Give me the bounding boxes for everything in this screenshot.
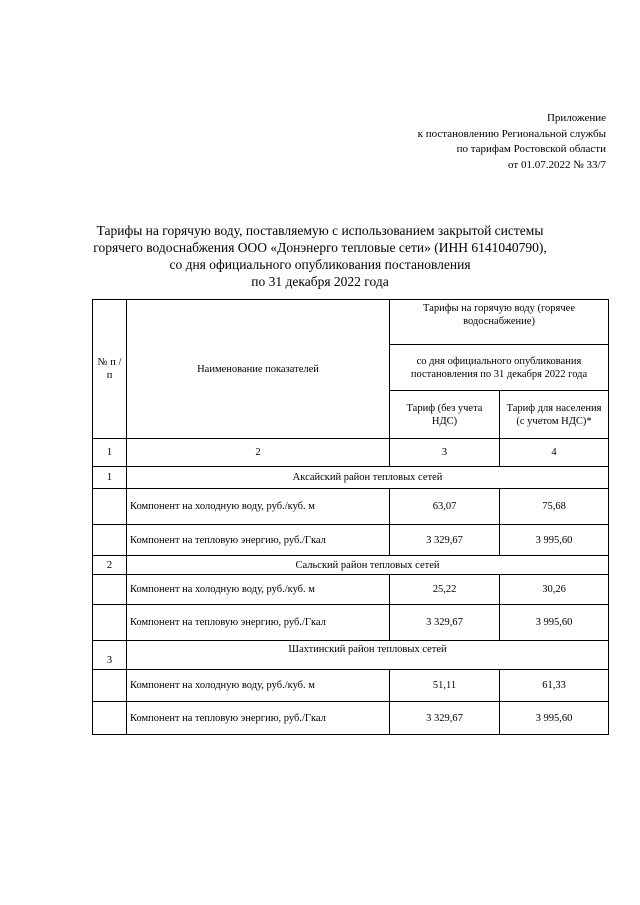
row-tariff-no-vat: 3 329,67 [390,525,500,556]
header-tariffs: Тарифы на горячую воду (горячее водоснабжение) [390,300,609,345]
row-name: Компонент на холодную воду, руб./куб. м [127,489,390,525]
section-num: 3 [93,641,127,670]
row-name: Компонент на тепловую энергию, руб./Гкал [127,525,390,556]
row-tariff-population: 3 995,60 [500,525,609,556]
row-name: Компонент на тепловую энергию, руб./Гкал [127,702,390,735]
table-row [93,702,609,735]
row-name: Компонент на холодную воду, руб./куб. м [127,575,390,605]
section-title: Сальский район тепловых сетей [127,556,609,575]
header-tariff-population: Тариф для населения (с учетом НДС)* [500,391,609,439]
table-header-row [93,300,609,345]
table-row [93,670,609,702]
title-line: горячего водоснабжения ООО «Донэнерго тепловые сети» (ИНН 6141040790), [93,240,547,255]
col-number: 1 [93,439,127,467]
appendix-line: Приложение [546,112,606,124]
header-name: Наименование показателей [127,300,390,439]
row-tariff-no-vat: 25,22 [390,575,500,605]
col-number: 2 [127,439,390,467]
appendix-line: от 01.07.2022 № 33/7 [508,158,606,171]
section-row [93,467,609,489]
empty-cell [93,525,127,556]
row-tariff-no-vat: 3 329,67 [390,605,500,641]
table-row [93,489,609,525]
row-name: Компонент на тепловую энергию, руб./Гкал [127,605,390,641]
row-tariff-no-vat: 3 329,67 [390,702,500,735]
empty-cell [93,702,127,735]
section-row [93,556,609,575]
row-tariff-population: 61,33 [500,670,609,702]
appendix-block [418,111,606,173]
col-number: 3 [390,439,500,467]
row-tariff-population: 75,68 [500,489,609,525]
section-title: Шахтинский район тепловых сетей [127,641,609,670]
title-line: со дня официального опубликования постановления [169,257,471,272]
row-tariff-population: 30,26 [500,575,609,605]
table-row [93,525,609,556]
title-line: по 31 декабря 2022 года [251,274,389,289]
title-line: Тарифы на горячую воду, поставляемую с использованием закрытой системы [96,223,544,238]
row-tariff-population: 3 995,60 [500,605,609,641]
col-number: 4 [500,439,609,467]
header-period: со дня официального опубликования постановления по 31 декабря 2022 года [390,345,609,391]
table-row [93,575,609,605]
header-num: № п /п [93,300,127,439]
empty-cell [93,670,127,702]
table-row [93,605,609,641]
section-title: Аксайский район тепловых сетей [127,467,609,489]
section-num: 1 [93,467,127,489]
document-title [92,222,548,290]
row-tariff-no-vat: 63,07 [390,489,500,525]
empty-cell [93,575,127,605]
empty-cell [93,605,127,641]
appendix-line: по тарифам Ростовской области [456,143,606,155]
header-tariff-no-vat: Тариф (без учета НДС) [390,391,500,439]
empty-cell [93,489,127,525]
section-row [93,641,609,670]
appendix-line: к постановлению Региональной службы [417,127,606,140]
row-tariff-no-vat: 51,11 [390,670,500,702]
column-number-row [93,439,609,467]
tariff-table [92,299,609,735]
row-tariff-population: 3 995,60 [500,702,609,735]
section-num: 2 [93,556,127,575]
row-name: Компонент на холодную воду, руб./куб. м [127,670,390,702]
